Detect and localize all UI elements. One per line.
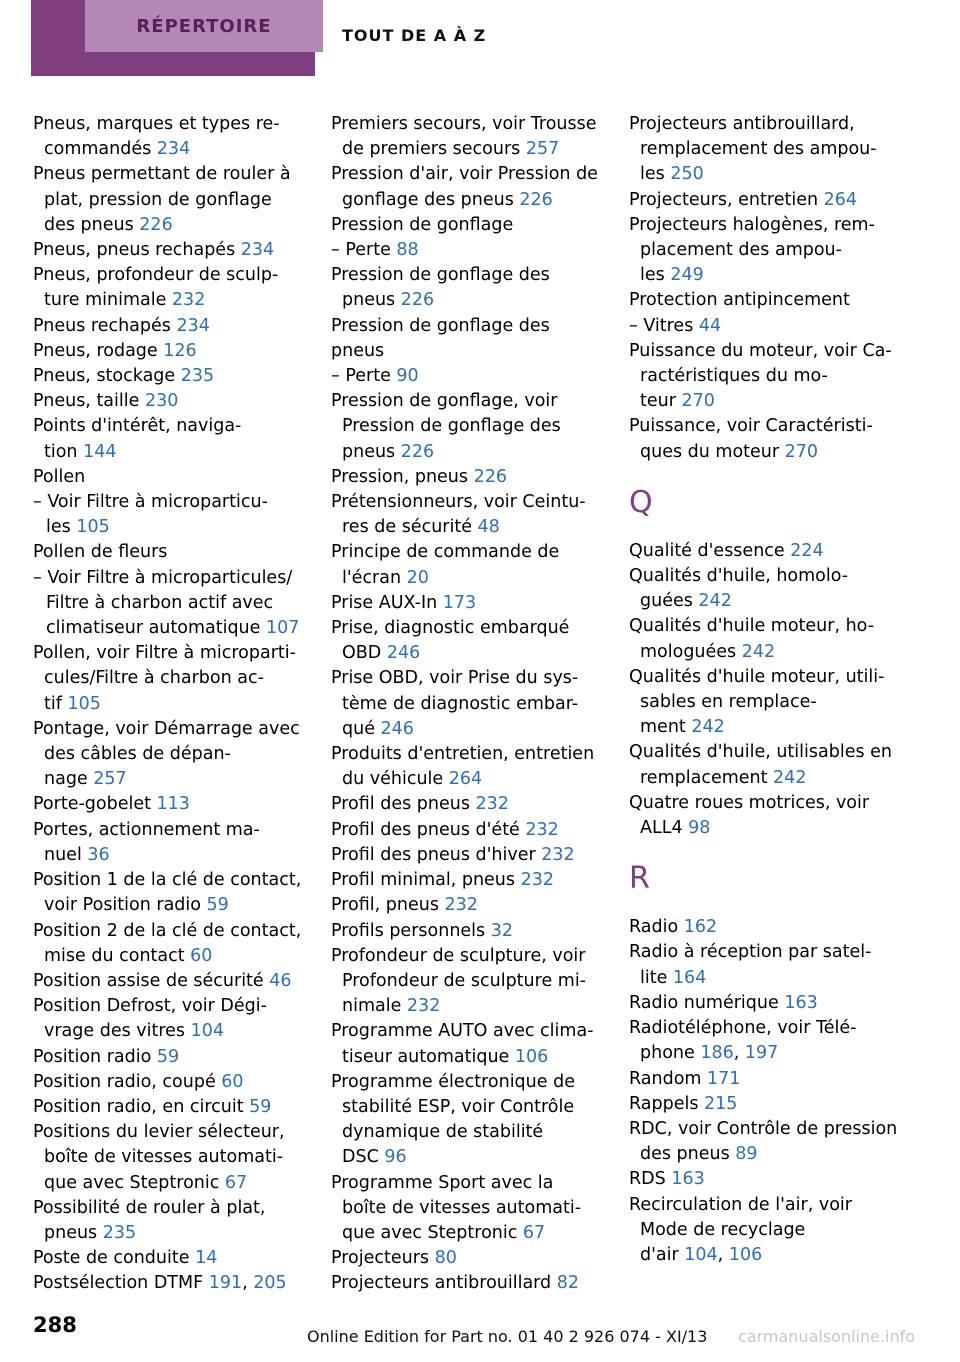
index-entry [629, 740, 897, 790]
page-link[interactable]: 186 [700, 1043, 734, 1064]
index-entry [331, 389, 599, 465]
entry-text: Profil minimal, pneus [331, 870, 521, 891]
entry-text: les [640, 265, 671, 286]
entry-text: du véhicule [342, 769, 449, 790]
index-entry [331, 868, 599, 893]
page-link[interactable]: 171 [707, 1068, 741, 1089]
page-link[interactable]: 226 [400, 290, 435, 311]
entry-text: OBD [342, 643, 387, 664]
index-entry [331, 465, 599, 490]
page-link[interactable]: 60 [190, 945, 213, 966]
index-entry [33, 540, 301, 565]
index-entry [629, 339, 897, 415]
page-link[interactable]: 226 [473, 466, 507, 487]
index-entry [629, 915, 897, 940]
entry-text: RDC, voir Contrôle de pression [629, 1118, 898, 1139]
page-link[interactable]: 173 [442, 592, 477, 613]
page-link[interactable]: 232 [171, 290, 206, 311]
page-link[interactable]: 232 [444, 895, 478, 916]
entry-text: Projecteurs antibrouillard, [629, 114, 855, 134]
entry-text: Qualité d'essence [629, 540, 791, 561]
page-link[interactable]: 246 [380, 718, 414, 739]
entry-text: Qualités d'huile, homolo- [629, 566, 849, 587]
page-link[interactable]: 234 [176, 315, 210, 336]
page-link[interactable]: 144 [83, 441, 117, 462]
index-subentry [33, 490, 301, 540]
page-link[interactable]: 197 [744, 1043, 779, 1064]
entry-text: Filtre à charbon actif avec [46, 592, 274, 613]
page-link[interactable]: 67 [522, 1222, 546, 1243]
index-entry [33, 868, 301, 918]
index-entry [331, 944, 599, 1020]
entry-text: stabilité ESP, voir Contrôle [342, 1096, 575, 1117]
tab-tout-de-a-a-z[interactable]: TOUT DE A À Z [342, 26, 487, 45]
index-entry [331, 490, 599, 540]
page-link[interactable]: 235 [102, 1222, 137, 1243]
page-number: 288 [33, 1313, 77, 1337]
entry-text: remplacement [640, 767, 774, 788]
entry-text: Principe de commande de [331, 542, 560, 563]
page-link[interactable]: 106 [514, 1046, 549, 1067]
entry-text: Position radio, en circuit [33, 1096, 250, 1117]
index-entry [33, 818, 301, 868]
entry-text: des pneus [640, 1144, 736, 1165]
page-link[interactable]: 98 [688, 818, 711, 839]
entry-text: Radio numérique [629, 992, 785, 1013]
index-entry [33, 389, 301, 414]
index-entry [629, 1067, 897, 1092]
index-entry [629, 414, 897, 464]
entry-text: Projecteurs, entretien [629, 189, 824, 210]
entry-text: Pollen, voir Filtre à microparti- [33, 643, 296, 664]
entry-text: Position radio [33, 1046, 157, 1067]
index-entry [331, 818, 599, 843]
entry-text: Prise, diagnostic embarqué [331, 618, 570, 639]
page-link[interactable]: 242 [773, 767, 807, 788]
index-entry [33, 314, 301, 339]
entry-text: Pollen [33, 466, 86, 487]
page-link[interactable]: 126 [163, 340, 197, 361]
entry-text: RDS [629, 1169, 672, 1190]
entry-text: Programme AUTO avec clima- [331, 1021, 594, 1042]
index-entry [331, 112, 599, 162]
index-entry [331, 792, 599, 817]
entry-text: Profil des pneus d'hiver [331, 844, 542, 865]
entry-text: pneus [331, 340, 385, 361]
index-entry [331, 616, 599, 666]
page-link[interactable]: 163 [784, 992, 818, 1013]
entry-text: Porte-gobelet [33, 794, 157, 815]
entry-text: l'écran [342, 567, 407, 588]
entry-text: Recirculation de l'air, voir [629, 1194, 852, 1215]
index-entry [629, 1117, 897, 1167]
entry-text: mise du contact [44, 945, 191, 966]
entry-text: Profil des pneus d'été [331, 819, 526, 840]
index-entry [629, 288, 897, 313]
entry-text: – Perte [331, 366, 397, 387]
entry-text: Position 2 de la clé de contact, [33, 920, 302, 941]
entry-text: Pneus, taille [33, 391, 145, 412]
index-entry [629, 791, 897, 841]
entry-text: nimale [342, 996, 407, 1017]
page-link[interactable]: 80 [434, 1248, 457, 1269]
entry-text: Puissance, voir Caractéristi- [629, 416, 873, 437]
entry-text: Prétensionneurs, voir Ceintu- [331, 492, 586, 513]
page-link[interactable]: 106 [728, 1244, 763, 1265]
entry-text: sables en remplace- [640, 692, 817, 713]
footer-edition: Online Edition for Part no. 01 40 2 926 074 - XI/13 [307, 1327, 708, 1346]
index-entry [331, 314, 599, 339]
entry-text: Pneus, profondeur de sculp- [33, 265, 279, 286]
index-entry [331, 1019, 599, 1069]
index-entry [331, 162, 599, 212]
entry-text: placement des ampou- [640, 240, 842, 261]
entry-text: Pneus, marques et types re- [33, 114, 280, 134]
index-entry [331, 339, 599, 364]
index-entry [629, 564, 897, 614]
page-link[interactable]: 36 [87, 844, 110, 865]
entry-text: Pneus rechapés [33, 315, 177, 336]
page-link[interactable]: 59 [249, 1096, 272, 1117]
page-link[interactable]: 224 [790, 540, 824, 561]
page-link[interactable]: 90 [396, 366, 419, 387]
page-link[interactable]: 20 [406, 567, 429, 588]
page-link[interactable]: 242 [698, 591, 732, 612]
entry-text: – Vitres [629, 315, 699, 336]
entry-text: nuel [44, 844, 88, 865]
entry-text: ques du moteur [640, 441, 785, 462]
page-link[interactable]: 226 [400, 441, 435, 462]
entry-text: Qualités d'huile, utilisables en [629, 742, 892, 763]
entry-text: Pneus, pneus rechapés [33, 240, 241, 261]
entry-text: les [640, 164, 671, 185]
entry-text: Position Defrost, voir Dégi- [33, 996, 267, 1017]
index-entry [33, 414, 301, 464]
index-entry [33, 1070, 301, 1095]
entry-text: cules/Filtre à charbon ac- [44, 668, 264, 689]
entry-text: Pneus, rodage [33, 340, 164, 361]
index-entry: Postsélection DTMF 191, 205 [33, 1273, 287, 1294]
entry-text: vrage des vitres [44, 1021, 191, 1042]
entry-text: Radio [629, 917, 684, 938]
entry-text: remplacement des ampou- [640, 139, 877, 160]
index-entry [629, 940, 897, 990]
page-link[interactable]: 232 [525, 819, 559, 840]
index-entry [629, 991, 897, 1016]
page-link[interactable]: 242 [691, 717, 725, 738]
page-link[interactable]: 105 [67, 693, 101, 714]
index-entry: Recirculation de l'air, voir Mode de recyclage d'air 104, 106 [629, 1194, 852, 1265]
index-entry [629, 112, 897, 188]
page-link[interactable]: 59 [206, 895, 229, 916]
entry-text: Possibilité de rouler à plat, [33, 1197, 266, 1218]
page-link[interactable]: 107 [265, 618, 300, 639]
entry-text: que avec Steptronic [342, 1222, 523, 1243]
index-entry [33, 994, 301, 1044]
entry-text: d'air [640, 1244, 685, 1265]
page-link[interactable]: 235 [180, 366, 215, 387]
entry-text: phone [640, 1043, 701, 1064]
page-link[interactable]: 44 [698, 315, 722, 336]
entry-text: – Perte [331, 240, 397, 261]
index-subentry [33, 566, 301, 642]
entry-text: dynamique de stabilité [342, 1122, 544, 1143]
entry-text: Programme électronique de [331, 1071, 575, 1092]
page-link[interactable]: 67 [224, 1172, 248, 1193]
page-link[interactable]: 48 [477, 517, 500, 538]
entry-text: DSC [342, 1147, 385, 1168]
page-link[interactable]: 105 [76, 517, 110, 538]
index-subentry [331, 364, 599, 389]
index-subentry [629, 314, 897, 339]
index-entry [331, 742, 599, 792]
index-entry [33, 162, 301, 238]
entry-text: boîte de vitesses automati- [342, 1197, 582, 1218]
entry-text: plat, pression de gonflage [44, 189, 272, 210]
index-entry [33, 792, 301, 817]
entry-text: – Voir Filtre à microparticu- [33, 492, 268, 513]
index-entry [33, 641, 301, 717]
entry-text: Pression de gonflage des [331, 265, 550, 286]
entry-text: lite [640, 967, 673, 988]
entry-text: ALL4 [640, 818, 689, 839]
page-link[interactable]: 215 [704, 1093, 738, 1114]
index-entry [33, 1196, 301, 1246]
entry-text: des pneus [44, 214, 140, 235]
entry-text: Portes, actionnement ma- [33, 819, 260, 840]
index-entry [331, 213, 599, 238]
index-subentry [331, 238, 599, 263]
index-entry [331, 591, 599, 616]
entry-text: Produits d'entretien, entretien [331, 744, 595, 765]
entry-text: teur [640, 391, 682, 412]
page-link[interactable]: 46 [269, 970, 292, 991]
index-entry [629, 614, 897, 664]
entry-text: Qualités d'huile moteur, utili- [629, 666, 885, 687]
page-link[interactable]: 250 [670, 164, 704, 185]
page-link[interactable]: 232 [406, 996, 441, 1017]
entry-text: boîte de vitesses automati- [44, 1147, 284, 1168]
index-entry [33, 238, 301, 263]
page-link[interactable]: 234 [240, 240, 275, 261]
index-entry [331, 843, 599, 868]
page-link[interactable]: 113 [156, 794, 190, 815]
entry-text: Puissance du moteur, voir Ca- [629, 340, 892, 361]
entry-text: mologuées [640, 641, 742, 662]
page-link[interactable]: 104 [190, 1021, 225, 1042]
entry-text: Premiers secours, voir Trousse [331, 114, 597, 134]
entry-text: les [46, 517, 77, 538]
entry-text: Radiotéléphone, voir Télé- [629, 1018, 857, 1039]
entry-text: tion [44, 441, 84, 462]
tab-repertoire[interactable] [31, 0, 315, 76]
entry-text: Qualités d'huile moteur, ho- [629, 616, 875, 637]
entry-text: Poste de conduite [33, 1248, 196, 1269]
page-link[interactable]: 230 [144, 391, 179, 412]
entry-text: Pression d'air, voir Pression de [331, 164, 598, 185]
page-link[interactable]: 59 [156, 1046, 180, 1067]
index-entry [33, 339, 301, 364]
entry-text: tif [44, 693, 68, 714]
entry-text: Postsélection DTMF [33, 1273, 209, 1294]
page-link[interactable]: 191 [208, 1273, 243, 1294]
index-entry [331, 1246, 599, 1271]
watermark: carmanualsonline.info [738, 1327, 916, 1346]
index-entry [629, 665, 897, 741]
index-column-2 [331, 112, 599, 1297]
index-entry [629, 1092, 897, 1117]
entry-text: Pression de gonflage des [331, 315, 550, 336]
entry-text: Profils personnels [331, 920, 491, 941]
index-entry [33, 717, 301, 793]
entry-text: Profil, pneus [331, 895, 445, 916]
entry-text: pneus [342, 441, 401, 462]
entry-text: Pression de gonflage, voir [331, 391, 558, 412]
entry-text: guées [640, 591, 699, 612]
entry-text: Profondeur de sculpture mi- [342, 970, 587, 991]
index-entry [331, 1070, 599, 1171]
page-link[interactable]: 232 [520, 870, 554, 891]
page-link[interactable]: 270 [784, 441, 819, 462]
page-link[interactable]: 89 [735, 1144, 758, 1165]
index-entry [629, 213, 897, 289]
tab-repertoire-label: RÉPERTOIRE [85, 0, 323, 52]
entry-text: voir Position radio [44, 895, 207, 916]
entry-text: des câbles de dépan- [44, 744, 231, 765]
page-link[interactable]: 257 [525, 139, 560, 160]
entry-text: Programme Sport avec la [331, 1172, 554, 1193]
page-link[interactable]: 226 [139, 214, 173, 235]
entry-text: Positions du levier sélecteur, [33, 1122, 285, 1143]
index-entry [629, 539, 897, 564]
page-link[interactable]: 162 [683, 917, 718, 938]
header-tab-bar [0, 0, 960, 76]
entry-text: Radio à réception par satel- [629, 942, 872, 963]
page-link[interactable]: 232 [541, 844, 575, 865]
entry-text: Projecteurs [331, 1248, 435, 1269]
entry-text: de premiers secours [342, 139, 526, 160]
index-entry [33, 263, 301, 313]
index-entry [331, 919, 599, 944]
entry-text: Projecteurs halogènes, rem- [629, 214, 875, 235]
page-link[interactable]: 88 [396, 240, 419, 261]
index-entry [331, 263, 599, 313]
entry-text: que avec Steptronic [44, 1172, 225, 1193]
entry-text: Pollen de fleurs [33, 542, 168, 563]
entry-text: Position radio, coupé [33, 1071, 222, 1092]
index-entry [33, 1120, 301, 1196]
entry-text: qué [342, 718, 381, 739]
section-letter: Q [629, 484, 653, 520]
entry-text: Pression de gonflage des [342, 416, 561, 437]
index-entry [33, 364, 301, 389]
page-link[interactable]: 163 [671, 1169, 705, 1190]
page-link[interactable]: 249 [670, 265, 704, 286]
entry-text: res de sécurité [342, 517, 478, 538]
index-entry [629, 188, 897, 213]
entry-text: Pneus, stockage [33, 366, 181, 387]
page-link[interactable]: 246 [386, 643, 421, 664]
index-entry [33, 969, 301, 994]
index-entry [33, 112, 301, 162]
entry-text: Rappels [629, 1093, 705, 1114]
index-entry [331, 540, 599, 590]
index-entry [33, 465, 301, 490]
page-link[interactable]: 270 [681, 391, 715, 412]
index-entry: Radiotéléphone, voir Télé- phone 186, 197 [629, 1018, 857, 1064]
entry-text: commandés [44, 139, 157, 160]
entry-text: Points d'intérêt, naviga- [33, 416, 242, 437]
entry-text: ment [640, 717, 692, 738]
section-letter: R [629, 861, 650, 897]
page-link[interactable]: 205 [253, 1273, 287, 1294]
index-entry [33, 1095, 301, 1120]
page-link[interactable]: 60 [221, 1071, 244, 1092]
entry-text: Projecteurs antibrouillard [331, 1273, 557, 1294]
entry-text: Pression de gonflage [331, 214, 514, 235]
index-entry [33, 1246, 301, 1271]
entry-text: Quatre roues motrices, voir [629, 792, 870, 813]
page-link[interactable]: 257 [93, 769, 127, 790]
page-link[interactable]: 96 [384, 1147, 407, 1168]
index-entry [331, 1271, 599, 1296]
index-entry [33, 919, 301, 969]
page-link[interactable]: 226 [519, 189, 553, 210]
index-entry [33, 1045, 301, 1070]
index-entry [331, 666, 599, 742]
entry-text: Pression, pneus [331, 466, 474, 487]
index-column-1 [33, 112, 301, 1297]
entry-text: Pontage, voir Démarrage avec [33, 718, 300, 739]
entry-text: gonflage des pneus [342, 189, 520, 210]
entry-text: pneus [342, 290, 401, 311]
index-entry [629, 1167, 897, 1192]
entry-text: Random [629, 1068, 708, 1089]
entry-text: Pneus permettant de rouler à [33, 164, 291, 185]
entry-text: Position 1 de la clé de contact, [33, 870, 302, 891]
page-link[interactable]: 234 [156, 139, 191, 160]
page-link[interactable]: 104 [684, 1244, 718, 1265]
entry-text: Mode de recyclage [640, 1219, 806, 1240]
index-entry [331, 1171, 599, 1247]
page-link[interactable]: 32 [490, 920, 513, 941]
index-entry [331, 893, 599, 918]
entry-text: Protection antipincement [629, 290, 850, 311]
page-link[interactable]: 164 [672, 967, 707, 988]
page-link[interactable]: 82 [556, 1273, 580, 1294]
entry-text: tème de diagnostic embar- [342, 693, 579, 714]
page-link[interactable]: 14 [195, 1248, 218, 1269]
entry-text: climatiseur automatique [46, 618, 266, 639]
entry-text: Prise AUX-In [331, 592, 443, 613]
page-link[interactable]: 232 [475, 794, 509, 815]
entry-text: Profondeur de sculpture, voir [331, 945, 586, 966]
entry-text: tiseur automatique [342, 1046, 515, 1067]
page-link[interactable]: 264 [823, 189, 858, 210]
index-column-3 [629, 112, 897, 1268]
entry-text: Profil des pneus [331, 794, 476, 815]
entry-text: pneus [44, 1222, 103, 1243]
page-link[interactable]: 242 [741, 641, 776, 662]
page-link[interactable]: 264 [448, 769, 483, 790]
entry-text: Position assise de sécurité [33, 970, 270, 991]
entry-text: – Voir Filtre à microparticules/ [33, 567, 293, 588]
entry-text: ractéristiques du mo- [640, 366, 828, 387]
entry-text: Prise OBD, voir Prise du sys- [331, 668, 579, 689]
entry-text: nage [44, 769, 94, 790]
entry-text: ture minimale [44, 290, 172, 311]
